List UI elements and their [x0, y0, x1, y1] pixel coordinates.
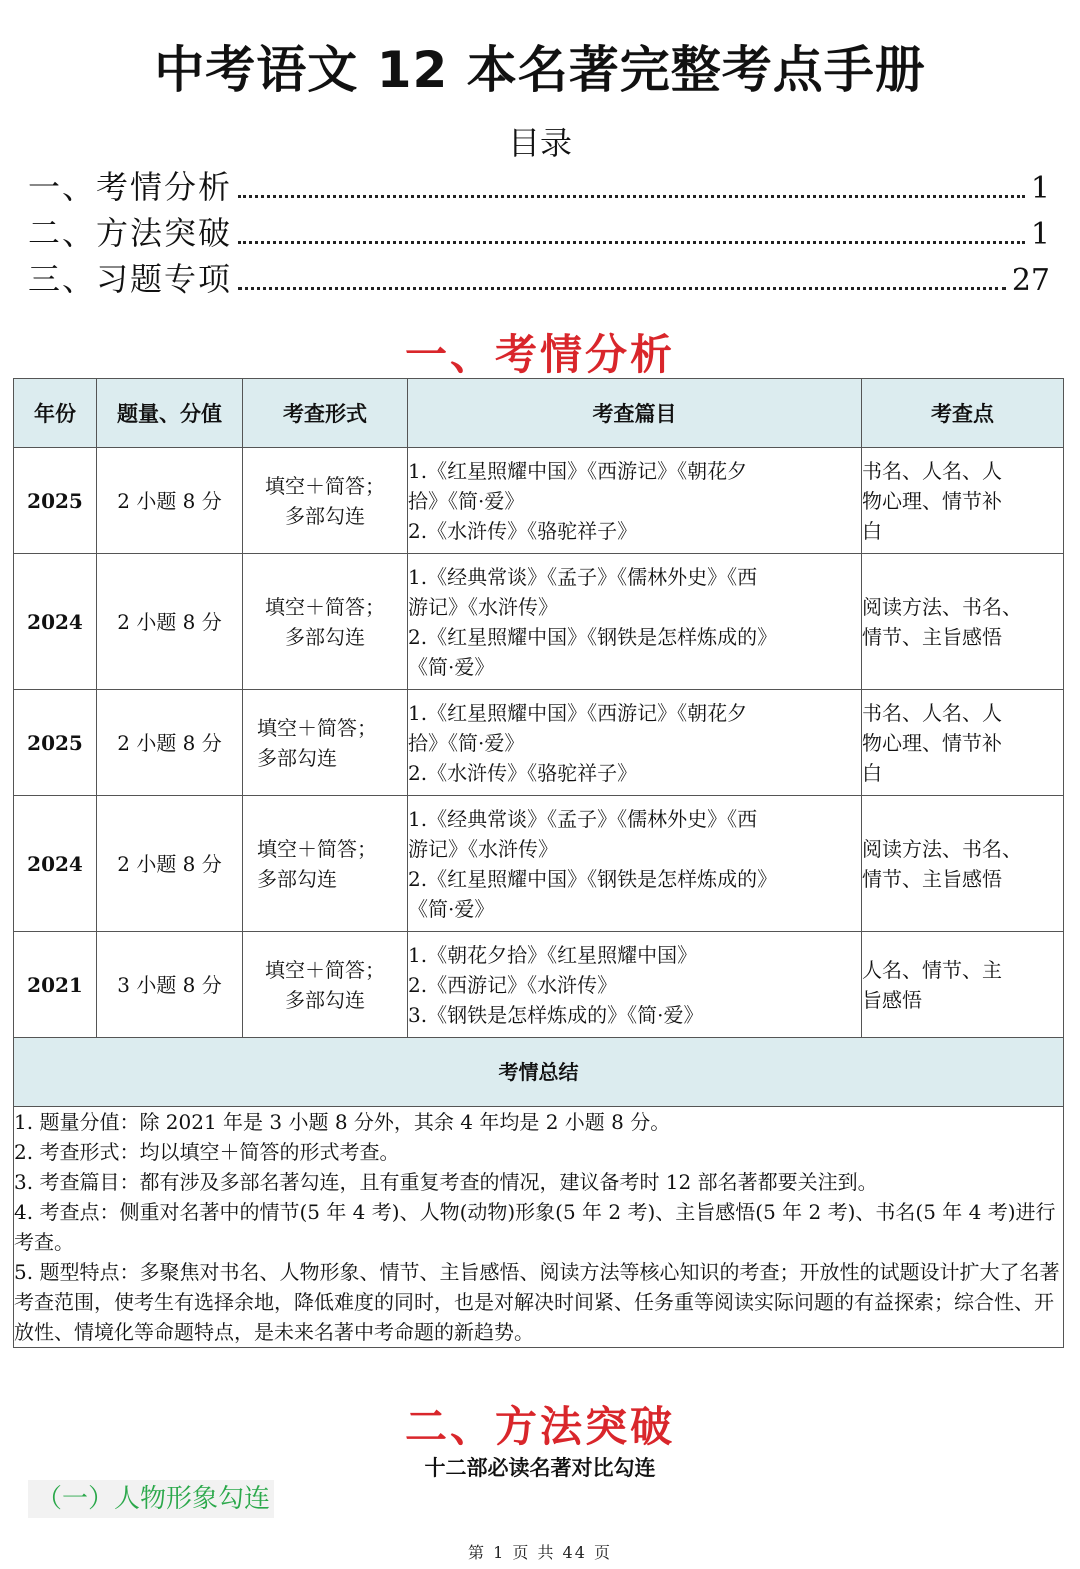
toc-entry[interactable] [28, 254, 1050, 300]
toc-leader-dots [238, 194, 1025, 198]
cell-form [243, 448, 408, 554]
works-line: 拾》《简·爱》 [408, 488, 525, 513]
works-line: 《简·爱》 [408, 896, 495, 921]
cell-count: 2 小题 8 分 [97, 554, 243, 690]
cell-form [243, 932, 408, 1038]
cell-works [408, 690, 862, 796]
points-line: 情节、主旨感悟 [862, 866, 1002, 891]
section-subtitle: 十二部必读名著对比勾连 [424, 1455, 656, 1480]
form-line: 多部勾连 [257, 745, 337, 770]
cell-works [408, 554, 862, 690]
form-line: 多部勾连 [285, 987, 365, 1012]
section-title-analysis: 一、考情分析 [404, 330, 675, 379]
form-line: 多部勾连 [257, 866, 337, 891]
works-line: 1.《朝花夕拾》《红星照耀中国》 [408, 942, 698, 967]
col-header-points: 考查点 [862, 379, 1064, 448]
toc-entry[interactable] [28, 208, 1050, 254]
form-line: 填空＋简答； [265, 594, 385, 619]
form-line: 填空＋简答； [257, 836, 377, 861]
summary-item: 1. 题量分值：除 2021 年是 3 小题 8 分外，其余 4 年均是 2 小题 8 分。 [14, 1110, 671, 1134]
works-line: 1.《经典常谈》《孟子》《儒林外史》《西 [408, 806, 758, 831]
form-line: 填空＋简答； [265, 473, 385, 498]
table-row [14, 796, 1064, 932]
summary-item: 3. 考查篇目：都有涉及多部名著勾连，且有重复考查的情况，建议备考时 12 部名著都要关注到。 [14, 1170, 878, 1194]
form-line: 多部勾连 [285, 503, 365, 528]
cell-works [408, 932, 862, 1038]
works-line: 2.《西游记》《水浒传》 [408, 972, 618, 997]
summary-item: 5. 题型特点：多聚焦对书名、人物形象、情节、主旨感悟、阅读方法等核心知识的考查；开放性的试题设计扩大了名著考查范围，使考生有选择余地，降低难度的同时，也是对解决时间紧、任务重等阅读实际问题的有益探索；综合性、开放性、情境化等命题特点，是未来名著中考命题的新趋势。 [14, 1260, 1060, 1344]
toc-entry-page: 1 [1030, 171, 1050, 206]
cell-points [862, 690, 1064, 796]
toc-heading: 目录 [507, 124, 572, 162]
points-line: 阅读方法、书名、 [862, 836, 1022, 861]
col-header-year: 年份 [14, 379, 97, 448]
cell-points [862, 796, 1064, 932]
cell-points [862, 932, 1064, 1038]
table-of-contents [28, 162, 1050, 300]
form-line: 多部勾连 [285, 624, 365, 649]
table-row [14, 554, 1064, 690]
document-title: 中考语文 12 本名著完整考点手册 [154, 41, 926, 99]
toc-entry[interactable] [28, 162, 1050, 208]
works-line: 3.《钢铁是怎样炼成的》《简·爱》 [408, 1002, 704, 1027]
works-line: 拾》《简·爱》 [408, 730, 525, 755]
cell-count: 2 小题 8 分 [97, 448, 243, 554]
toc-leader-dots [238, 240, 1025, 244]
works-line: 1.《经典常谈》《孟子》《儒林外史》《西 [408, 564, 758, 589]
toc-leader-dots [238, 286, 1006, 290]
table-header-row [14, 379, 1064, 448]
works-line: 游记》《水浒传》 [408, 594, 558, 619]
table-row [14, 690, 1064, 796]
summary-heading: 考情总结 [14, 1038, 1064, 1107]
cell-works [408, 796, 862, 932]
cell-year: 2024 [14, 554, 97, 690]
works-line: 游记》《水浒传》 [408, 836, 558, 861]
col-header-count: 题量、分值 [97, 379, 243, 448]
cell-year: 2021 [14, 932, 97, 1038]
summary-content [14, 1107, 1064, 1348]
points-line: 阅读方法、书名、 [862, 594, 1022, 619]
col-header-works: 考查篇目 [408, 379, 862, 448]
works-line: 2.《红星照耀中国》《钢铁是怎样炼成的》 [408, 624, 778, 649]
toc-entry-label: 二、方法突破 [28, 214, 233, 252]
exam-analysis-table [13, 378, 1064, 1348]
toc-entry-page: 1 [1030, 217, 1050, 252]
cell-form [243, 796, 408, 932]
cell-count: 2 小题 8 分 [97, 796, 243, 932]
table-row [14, 932, 1064, 1038]
subsection-tag: （一）人物形象勾连 [28, 1480, 274, 1518]
works-line: 2.《红星照耀中国》《钢铁是怎样炼成的》 [408, 866, 778, 891]
page-footer: 第 1 页 共 44 页 [468, 1543, 612, 1562]
form-line: 填空＋简答； [257, 715, 377, 740]
toc-entry-page: 27 [1011, 263, 1050, 298]
cell-year: 2025 [14, 448, 97, 554]
cell-points [862, 448, 1064, 554]
cell-year: 2024 [14, 796, 97, 932]
points-line: 物心理、情节补 [862, 730, 1002, 755]
points-line: 书名、人名、人 [862, 458, 1002, 483]
toc-entry-label: 一、考情分析 [28, 168, 233, 206]
points-line: 人名、情节、主 [862, 957, 1002, 982]
works-line: 《简·爱》 [408, 654, 495, 679]
form-line: 填空＋简答； [265, 957, 385, 982]
cell-form [243, 554, 408, 690]
cell-count: 3 小题 8 分 [97, 932, 243, 1038]
points-line: 白 [862, 518, 882, 543]
points-line: 白 [862, 760, 882, 785]
points-line: 物心理、情节补 [862, 488, 1002, 513]
toc-entry-label: 三、习题专项 [28, 260, 233, 298]
cell-count: 2 小题 8 分 [97, 690, 243, 796]
cell-points [862, 554, 1064, 690]
points-line: 旨感悟 [862, 987, 922, 1012]
points-line: 情节、主旨感悟 [862, 624, 1002, 649]
cell-form [243, 690, 408, 796]
summary-item: 4. 考查点：侧重对名著中的情节(5 年 4 考)、人物(动物)形象(5 年 2 考)、主旨感悟(5 年 2 考)、书名(5 年 4 考)进行考查。 [14, 1200, 1056, 1254]
works-line: 2.《水浒传》《骆驼祥子》 [408, 760, 638, 785]
summary-header-row [14, 1038, 1064, 1107]
table-row [14, 448, 1064, 554]
cell-year: 2025 [14, 690, 97, 796]
works-line: 1.《红星照耀中国》《西游记》《朝花夕 [408, 700, 748, 725]
section-title-methods: 二、方法突破 [404, 1402, 675, 1451]
works-line: 2.《水浒传》《骆驼祥子》 [408, 518, 638, 543]
works-line: 1.《红星照耀中国》《西游记》《朝花夕 [408, 458, 748, 483]
summary-body-row [14, 1107, 1064, 1348]
col-header-form: 考查形式 [243, 379, 408, 448]
summary-item: 2. 考查形式：均以填空＋简答的形式考查。 [14, 1140, 400, 1164]
cell-works [408, 448, 862, 554]
points-line: 书名、人名、人 [862, 700, 1002, 725]
